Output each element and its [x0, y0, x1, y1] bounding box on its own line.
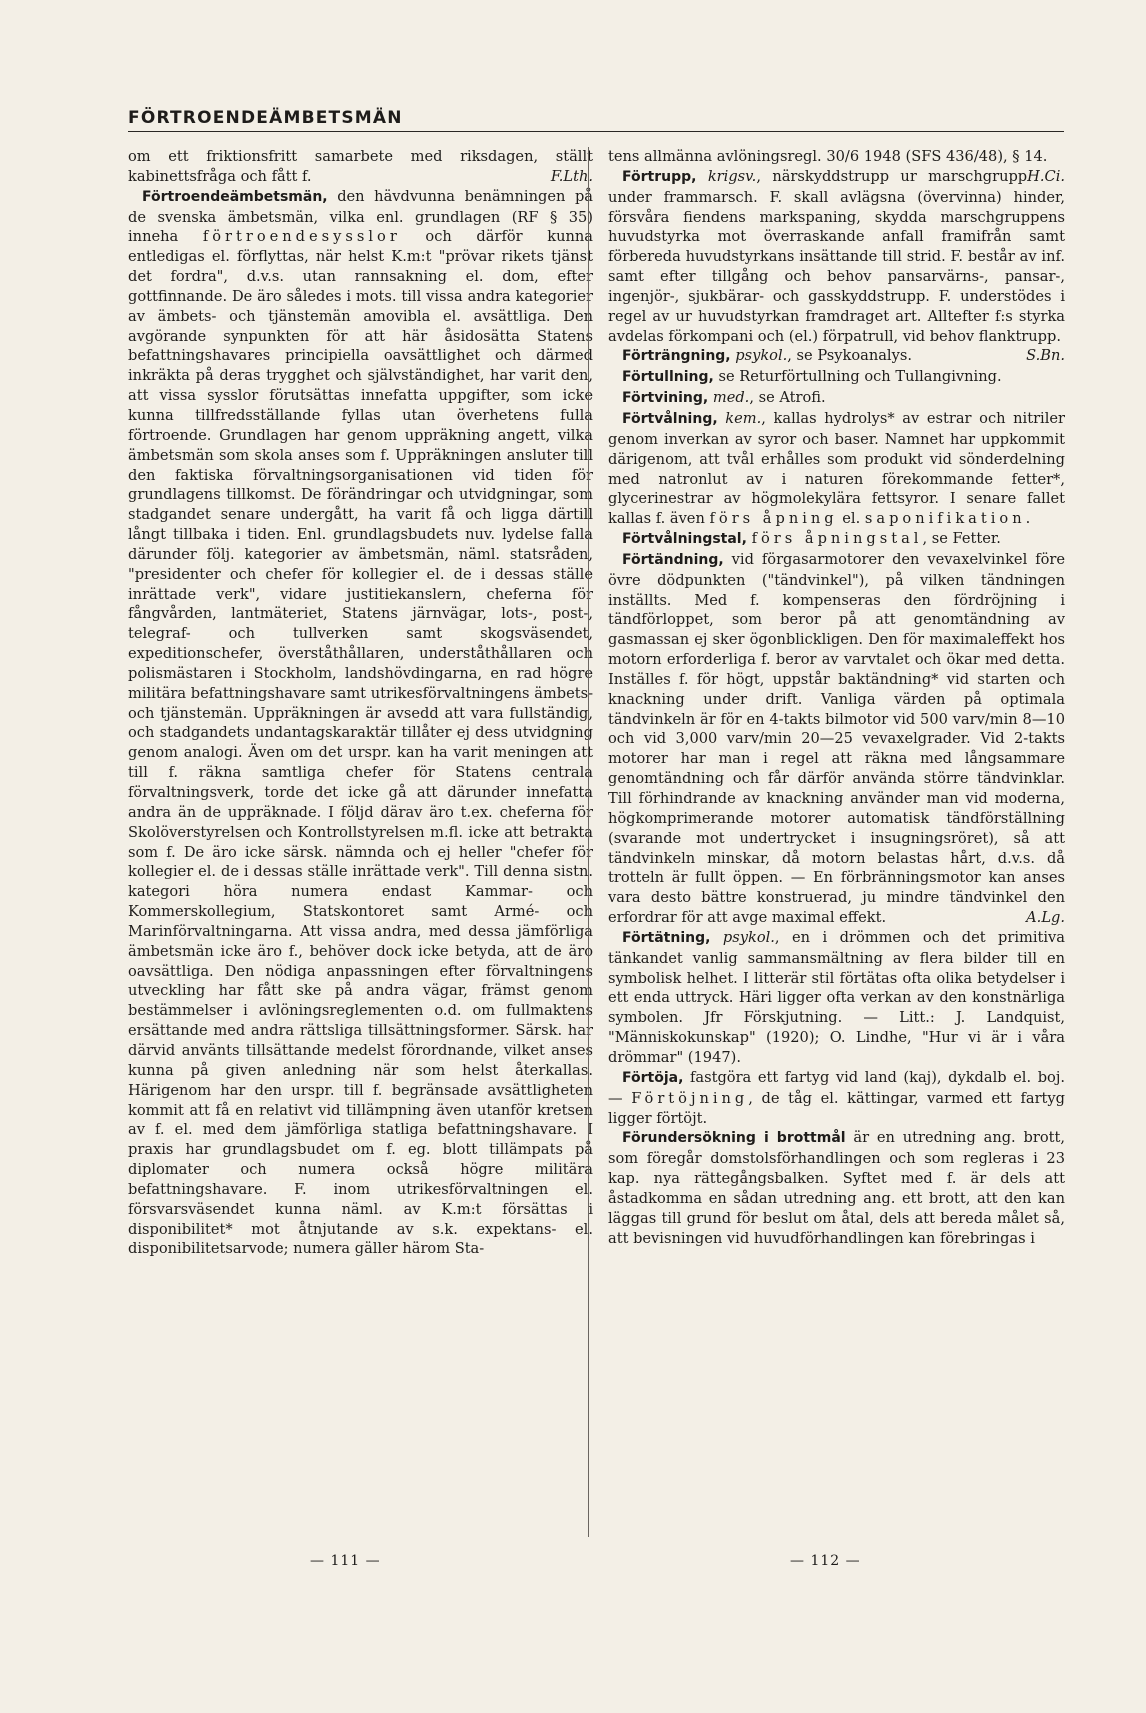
- headword: Förtroendeämbetsmän,: [142, 188, 328, 205]
- headword: Förtätning,: [622, 929, 711, 946]
- author-signature: H.Ci.: [1027, 167, 1065, 185]
- entry-fortoja: Förtöja, fastgöra ett fartyg vid land (kaj), dykdalb el. boj. — Förtöjning, de tåg el. kättingar, varmed ett fartyg ligger förtöjt.: [608, 1068, 1066, 1127]
- headword: Förundersökning i brottmål: [622, 1130, 846, 1147]
- page-number-right: — 112 —: [790, 1553, 861, 1569]
- right-column: [608, 147, 1065, 1248]
- entry-fortvining: Förtvining, med., se Atrofi.: [622, 389, 826, 407]
- headword: Förtändning,: [622, 551, 724, 568]
- entry-forundersokning: Förundersökning i brottmål är en utredning ang. brott, som föregår domstolsförhandlingen och som regleras i 23 kap. nya rättegångsbalken. Syftet med f. är dels att åstadkomma en sådan utredning ang. ett brott, att den kan läggas till grund för beslut om åtal, dels att bereda målet så, att bevisningen vid huvudförhandlingen kan förebringas i: [608, 1129, 1065, 1247]
- entry-fortroendeambetsman: Förtroendeämbetsmän, den hävdvunna benämningen på de svenska ämbetsmän, vilka enl. grundlagen (RF § 35) inneha förtroendesysslor och därför kunna entledigas el. förflyttas, när helst K.m:t "prövar rikets tjänst det fordra", d.v.s. utan rannsakning el. dom, efter gottfinnande. De äro således i mots. till vissa andra kategorier av ämbets- och tjänstemän amovibla el. avsättliga. Den avgörande synpunkten för att här åsidosätta Statens befattningshavares principiella oavsättlighet och därmed inkräkta på deras trygghet och självständighet, har varit den, att vissa sysslor förutsättas innefatta uppgifter, som icke kunna tillfredsställande fyllas utan överhetens fulla förtroende. Grundlagen har genom uppräkning angett, vilka ämbetsmän som skola anses som f. Uppräkningen ansluter till den faktiska förvaltningsorganisationen vid tiden för grundlagens tillkomst. De förändringar och utvidgningar, som stadgandet senare undergått, ha varit få och ligga därtill långt tillbaka i tiden. Enl. grundlagsbudets nuv. lydelse falla därunder följ. kategorier av ämbetsmän, näml. statsråden, "presidenter och chefer för kollegier el. de i dessas ställe inrättade verk", vidare justitiekanslern, cheferna för fångvården, lantmäteriet, Statens järnvägar, lots-, post-, telegraf- och tullverken samt skogsväsendet, expeditionschefer, överståthållaren, underståthållaren och polismästaren i Stockholm, landshövdingarna, en rad högre militära befattningshavare samt utrikesförvaltningens ämbets- och tjänstemän. Uppräkningen är avsedd att vara fullständig, och stadgandets undantagskaraktär tillåter ej dess utvidgning genom analogi. Även om det urspr. kan ha varit meningen att till f. räkna samtliga chefer för Statens centrala förvaltningsverk, torde det icke gå att därunder innefatta andra än de uppräknade. I följd därav äro t.ex. cheferna för Skolöverstyrelsen och Kontrollstyrelsen m.fl. icke att betrakta som f. De äro icke särsk. nämnda och ej heller "chefer för kollegier el. de i dessas ställe inrättade verk". Till denna sistn. kategori höra numera endast Kammar- och Kommerskollegium, Statskontoret samt Armé- och Marinförvaltningarna. Att vissa andra, med dessa jämförliga ämbetsmän icke äro f., behöver dock icke betyda, att de äro oavsättliga. Den nödiga anpassningen efter förvaltningens utveckling har fått ske på andra vägar, främst genom bestämmelser i avlöningsreglementen o.d. om fullmaktens ersättande med andra rättsliga tillsättningsformer. Särsk. har därvid använts tillsättande medelst förordnande, vilket anses kunna på given anledning när som helst återkallas. Härigenom har den urspr. till f. begränsade avsättligheten kommit att få en relativt vid tillämpning även utanför kretsen av f. el. med dem jämförliga statliga befattningshavare. I praxis har grundlagsbudet om f. eg. blott tillämpats på diplomater och numera också högre militära befattningshavare. F. inom utrikesförvaltningen el. försvarsväsendet kunna näml. av K.m:t försättas i disponibilitet* mot åtnjutande av s.k. expektans- el. disponibilitetsarvode; numera gäller härom Sta-: [128, 187, 593, 1258]
- page-number-left: — 111 —: [310, 1553, 381, 1569]
- entry-continuation: tens allmänna avlöningsregl. 30/6 1948 (SFS 436/48), § 14. H.Ci.: [608, 148, 1065, 185]
- entry-fortvalningstal: Förtvålningstal, förs åpningstal, se Fetter.: [622, 530, 1001, 548]
- left-column: [128, 147, 593, 1259]
- headword: Förtvining,: [622, 390, 709, 407]
- entry-fortandning: Förtändning, vid förgasarmotorer den vevaxelvinkel före övre dödpunkten ("tändvinkel"), på vilken tändningen inställts. Med f. kompenseras den fördröjning i tändförloppet, som beror på att genomtändning av gasmassan ej sker ögonblickligen. Den för maximaleffekt hos motorn erforderliga f. beror av varvtalet och ökar med detta. Inställes f. för högt, uppstår baktändning* vid starten och knackning under drift. Vanliga värden på optimala tändvinkeln är för en 4-takts bilmotor vid 500 varv/min 8—10 och vid 3,000 varv/min 20—25 vevaxelgrader. Vid 2-takts motorer har man i regel att räkna med långsammare genomtändning och får därför använda större tändvinklar. Till förhindrande av knackning använder man vid moderna, högkomprimerande motorer automatisk tändförställning (svarande mot undertrycket i insugningsröret), så att tändvinkeln minskar, då motorn belastas hårt, d.v.s. då trotteln är fullt öppen. — En förbränningsmotor kan anses vara desto bättre konstruerad, ju mindre tändvinkel den erfordrar för att avge maximal effekt. A.Lg.: [608, 550, 1065, 927]
- author-signature: A.Lg.: [1026, 909, 1065, 927]
- headword: Förträngning,: [622, 348, 731, 365]
- author-signature: F.Lth.: [550, 167, 593, 185]
- headword: Förtullning,: [622, 369, 714, 386]
- entry-fortullning: Förtullning, se Returförtullning och Tullangivning.: [622, 368, 1002, 386]
- headword: Förtöja,: [622, 1069, 684, 1086]
- entry-fortvalning: Förtvålning, kem., kallas hydrolys* av estrar och nitriler genom inverkan av syror och baser. Namnet har uppkommit därigenom, att tvål erhålles som produkt vid sönderdelning med natronlut av i naturen förekommande fetter*, glycerinestrar av högmolekylära fettsyror. I senare fallet kallas f. även förs åpning el. saponifikation.: [608, 409, 1066, 528]
- author-signature: S.Bn.: [1026, 347, 1065, 365]
- entry-continuation: om ett friktionsfritt samarbete med riksdagen, ställt kabinettsfråga och fått f. F.Lth.: [128, 148, 593, 185]
- running-title: FÖRTROENDEÄMBETSMÄN: [128, 108, 403, 128]
- header-rule: [128, 131, 1064, 132]
- entry-fortrupp: Förtrupp, krigsv., närskyddstrupp ur marschgrupp under frammarsch. F. skall avlägsna (övervinna) hinder, försvåra fiendens markspaning, skydda marschgruppens huvudstyrka mot överraskande anfall framifrån samt förbereda huvudstyrkans insättande till strid. F. består av inf. samt efter tillgång och behov pansarvärns-, pansar-, ingenjör-, sjukbärar- och gasskyddstrupp. F. understödes i regel av ur huvudstyrkan framdraget art. Alltefter f:s styrka avdelas förkompani och (el.) förpatrull, vid behov flanktrupp. S.Bn.: [608, 167, 1065, 365]
- headword: Förtvålningstal,: [622, 531, 747, 548]
- column-divider: [588, 147, 589, 1537]
- headword: Förtvålning,: [622, 410, 718, 427]
- entry-fortatning: Förtätning, psykol., en i drömmen och det primitiva tänkandet vanlig sammansmältning av flera bilder till en symbolisk helhet. I litterär stil förtätas ofta olika betydelser i ett enda uttryck. Häri ligger ofta verkan av den konstnärliga symbolen. Jfr Förskjutning. — Litt.: J. Landquist, "Människokunskap" (1920); O. Lindhe, "Hur vi är i våra drömmar" (1947).: [608, 928, 1065, 1066]
- entry-fortrangning: Förträngning, psykol., se Psykoanalys.: [622, 347, 912, 365]
- headword: Förtrupp,: [622, 168, 697, 185]
